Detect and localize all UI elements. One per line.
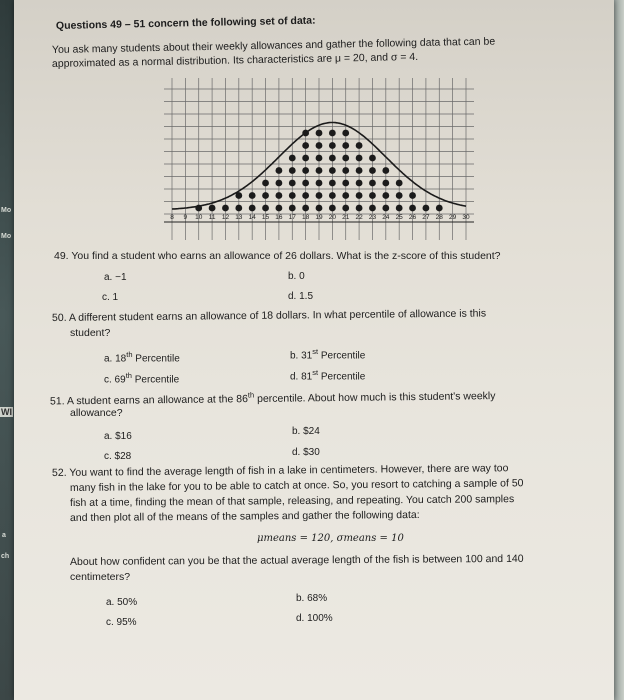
data-dot — [249, 192, 256, 199]
data-dot — [276, 167, 283, 174]
q52-option-a: a. 50% — [106, 597, 138, 608]
x-tick-label: 24 — [382, 214, 390, 221]
data-dot — [356, 192, 363, 199]
q51-stem-line-1 — [50, 386, 496, 409]
q51-stem-part-1: 51. A student earns an allowance at the 86 — [49, 393, 248, 408]
intro-text-line-2: approximated as a normal distribution. Its characteristics are μ = 20, and σ = 4. — [51, 50, 419, 70]
q49-stem: 49. You find a student who earns an allowance of 26 dollars. What is the z-score of this student? — [54, 250, 501, 262]
x-tick-label: 28 — [435, 214, 443, 221]
x-tick-label: 29 — [449, 214, 457, 221]
q50-option-a-text: Percentile — [132, 353, 180, 365]
q51-stem-suffix: th — [247, 390, 255, 400]
edge-fragment-mo-2: Mo — [1, 233, 12, 240]
data-dot — [342, 142, 349, 149]
data-dot — [302, 167, 309, 174]
data-dot — [249, 205, 256, 212]
q52-option-b: b. 68% — [296, 593, 328, 604]
q50-option-b-text: Percentile — [318, 350, 366, 362]
q50-stem-line-1: 50. A different student earns an allowance of 18 dollars. In what percentile of allowance is this — [51, 307, 487, 324]
x-tick-label: 22 — [355, 214, 363, 221]
data-dot — [302, 142, 309, 149]
q49-option-c: c. 1 — [102, 292, 119, 303]
data-dot — [302, 192, 309, 199]
q52-question-line-1: About how confident can you be that the actual average length of the fish is between 100 and 140 — [69, 552, 524, 568]
q52-option-d: d. 100% — [296, 613, 333, 624]
q50-option-c-number: c. 69 — [104, 374, 126, 386]
data-dot — [409, 192, 416, 199]
edge-fragment-wi: WI — [1, 407, 12, 417]
x-tick-label: 26 — [408, 214, 417, 221]
questions-heading: Questions 49 – 51 concern the following set of data: — [55, 14, 316, 32]
data-dot — [436, 205, 443, 212]
q52-text-line-4: and then plot all of the means of the samples and gather the following data: — [69, 508, 420, 524]
q52-text-line-2: many fish in the lake for you to be able to catch at once. So, you resort to catching a sample of 50 — [69, 477, 524, 494]
data-dot — [302, 205, 309, 212]
q52-formula: μmeans = 120, σmeans = 10 — [257, 533, 404, 544]
data-dot — [329, 167, 336, 174]
q50-option-a-suffix: th — [126, 350, 133, 359]
data-dot — [356, 205, 363, 212]
q49-option-a: a. −1 — [104, 272, 127, 283]
x-tick-label: 8 — [170, 214, 174, 221]
edge-fragment-mo-1: Mo — [1, 207, 12, 214]
q51-option-d: d. $30 — [292, 447, 320, 458]
x-tick-label: 17 — [288, 214, 296, 221]
q49-option-d: d. 1.5 — [288, 291, 314, 302]
data-dot — [276, 205, 283, 212]
data-dot — [222, 205, 229, 212]
data-dot — [262, 180, 269, 187]
data-dot — [329, 142, 336, 149]
data-dot — [235, 205, 242, 212]
data-dot — [329, 180, 336, 187]
data-dot — [329, 130, 336, 137]
data-dot — [316, 130, 323, 137]
data-dot — [356, 180, 363, 187]
q52-option-c: c. 95% — [106, 617, 137, 628]
q50-option-d-number: d. 81 — [290, 371, 313, 383]
x-tick-label: 15 — [261, 214, 270, 221]
data-dot — [329, 192, 336, 199]
data-dot — [369, 192, 376, 199]
data-dot — [289, 205, 296, 212]
data-dot — [342, 130, 349, 137]
q50-option-d-text: Percentile — [318, 371, 366, 383]
data-dot — [342, 205, 349, 212]
data-dot — [316, 167, 323, 174]
right-background-strip — [614, 0, 624, 700]
data-dot — [423, 205, 430, 212]
x-tick-label: 13 — [235, 214, 243, 221]
x-tick-label: 30 — [462, 214, 470, 221]
data-dot — [382, 167, 389, 174]
q50-option-b-number: b. 31 — [290, 350, 313, 362]
data-dot — [409, 205, 416, 212]
q50-option-c-text: Percentile — [131, 374, 180, 386]
data-dot — [396, 192, 403, 199]
x-tick-label: 25 — [395, 214, 403, 221]
q51-stem-part-2: percentile. About how much is this student's weekly — [254, 390, 496, 406]
q52-text-line-1: 52. You want to find the average length of fish in a lake in centimeters. However, there are way too — [51, 462, 509, 479]
data-dot — [369, 180, 376, 187]
data-dot — [356, 167, 363, 174]
q51-option-c: c. $28 — [104, 451, 132, 462]
data-dot — [342, 167, 349, 174]
q50-option-a-number: a. 18 — [104, 353, 127, 365]
data-dot — [382, 180, 389, 187]
q51-option-b: b. $24 — [292, 426, 320, 437]
q50-stem-line-2: student? — [70, 327, 111, 339]
data-dot — [316, 192, 323, 199]
data-dot — [289, 192, 296, 199]
data-dot — [369, 167, 376, 174]
data-dot — [316, 180, 323, 187]
data-dot — [342, 180, 349, 187]
data-dot — [382, 192, 389, 199]
q51-option-a: a. $16 — [104, 431, 132, 442]
x-tick-label: 21 — [342, 214, 350, 221]
q50-option-a — [104, 350, 180, 364]
data-dot — [329, 155, 336, 162]
normal-distribution-dot-plot — [164, 74, 474, 244]
q50-option-d — [290, 368, 365, 382]
data-dot — [342, 192, 349, 199]
intro-text-line-1: You ask many students about their weekly allowances and gather the following data that can be — [51, 35, 496, 56]
q51-stem-line-2: allowance? — [70, 407, 123, 419]
data-dot — [302, 155, 309, 162]
edge-fragment-ch: ch — [1, 553, 10, 560]
data-dot — [329, 205, 336, 212]
x-tick-label: 20 — [328, 214, 336, 221]
q50-option-b-suffix: st — [312, 347, 319, 356]
data-dot — [276, 192, 283, 199]
data-dot — [382, 205, 389, 212]
q52-question-line-2: centimeters? — [70, 571, 131, 583]
data-dot — [289, 180, 296, 187]
x-axis-tick-labels — [170, 214, 470, 221]
data-dot — [316, 142, 323, 149]
x-tick-label: 16 — [275, 214, 283, 221]
data-dot — [316, 205, 323, 212]
q50-option-c-suffix: th — [125, 371, 132, 380]
data-dot — [316, 155, 323, 162]
x-tick-label: 19 — [315, 214, 323, 221]
x-tick-label: 27 — [422, 214, 430, 221]
q52-text-line-3: fish at a time, finding the mean of that sample, releasing, and repeating. You catch 200 samples — [69, 493, 515, 509]
q50-option-c — [104, 371, 179, 385]
data-dot — [396, 205, 403, 212]
data-dot — [262, 192, 269, 199]
data-dot — [369, 155, 376, 162]
q49-option-b: b. 0 — [288, 271, 305, 282]
data-dot — [396, 180, 403, 187]
x-tick-label: 10 — [195, 214, 203, 221]
data-dot — [356, 142, 363, 149]
data-dot — [342, 155, 349, 162]
x-tick-label: 14 — [248, 214, 256, 221]
x-tick-label: 11 — [208, 214, 216, 221]
left-background-strip — [0, 0, 14, 700]
x-tick-label: 12 — [221, 214, 230, 221]
data-dot — [369, 205, 376, 212]
x-tick-label: 23 — [368, 214, 377, 221]
x-tick-label: 9 — [183, 214, 188, 221]
data-dot — [302, 180, 309, 187]
data-dot — [209, 205, 216, 212]
data-dot — [262, 205, 269, 212]
data-dot — [289, 155, 296, 162]
x-tick-label: 18 — [302, 214, 310, 221]
worksheet-page — [14, 0, 614, 700]
q50-option-d-suffix: st — [312, 368, 319, 377]
q50-option-b — [290, 347, 365, 361]
data-dot — [356, 155, 363, 162]
data-dot — [276, 180, 283, 187]
data-dot — [289, 167, 296, 174]
edge-fragment-a: a — [2, 532, 6, 539]
